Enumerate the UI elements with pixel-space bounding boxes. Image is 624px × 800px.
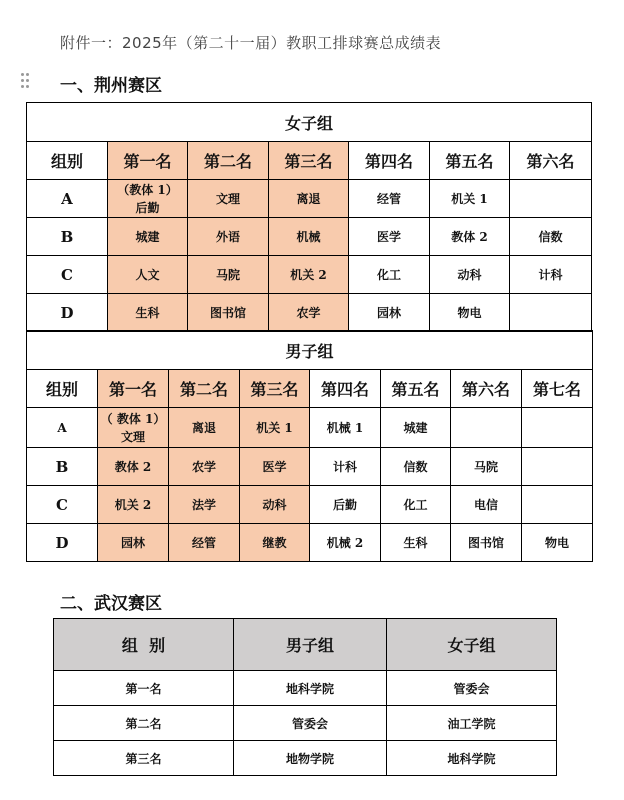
- table-cell: 信数: [381, 448, 451, 486]
- table-cell: 经管: [349, 180, 430, 218]
- table-cell: 外语: [188, 218, 269, 256]
- women-header-sixth: 第六名: [510, 142, 592, 180]
- table-cell: 生科: [381, 524, 451, 562]
- table-cell: 离退: [169, 408, 240, 448]
- men-header-sixth: 第六名: [451, 370, 522, 408]
- table-cell: [510, 294, 592, 332]
- men-header-seventh: 第七名: [522, 370, 593, 408]
- table-row: [27, 524, 593, 562]
- women-row-label: A: [27, 180, 108, 218]
- table-cell: 机械 1: [310, 408, 381, 448]
- table-cell: 后勤: [310, 486, 381, 524]
- men-header-fifth: 第五名: [381, 370, 451, 408]
- table-row: [27, 218, 592, 256]
- men-results-table: [26, 330, 593, 562]
- women-header-third: 第三名: [269, 142, 349, 180]
- table-cell: 继教: [240, 524, 310, 562]
- table-cell: 地物学院: [234, 741, 387, 776]
- table-cell: 教体 2: [98, 448, 169, 486]
- table-row: [27, 408, 593, 448]
- table-cell: 管委会: [387, 671, 557, 706]
- table-row: [54, 671, 557, 706]
- men-row-label: C: [27, 486, 98, 524]
- table-cell: 医学: [349, 218, 430, 256]
- table-cell: 机关 2: [98, 486, 169, 524]
- section-heading-jingzhou: 一、荆州赛区: [60, 76, 162, 96]
- table-cell: 教体 2: [430, 218, 510, 256]
- wuhan-header-group: 组 别: [54, 619, 234, 671]
- table-row: [27, 486, 593, 524]
- table-cell: 物电: [522, 524, 593, 562]
- table-cell: 计科: [310, 448, 381, 486]
- wuhan-header-women: 女子组: [387, 619, 557, 671]
- women-row-label: C: [27, 256, 108, 294]
- table-cell: 生科: [108, 294, 188, 332]
- table-cell: 离退: [269, 180, 349, 218]
- table-cell: 管委会: [234, 706, 387, 741]
- table-cell: 马院: [451, 448, 522, 486]
- wuhan-rank-label: 第三名: [54, 741, 234, 776]
- men-header-fourth: 第四名: [310, 370, 381, 408]
- table-cell: 图书馆: [188, 294, 269, 332]
- women-header-group: 组别: [27, 142, 108, 180]
- women-group-title: 女子组: [27, 103, 592, 142]
- wuhan-rank-label: 第二名: [54, 706, 234, 741]
- table-cell: 马院: [188, 256, 269, 294]
- table-cell: 农学: [169, 448, 240, 486]
- wuhan-header-men: 男子组: [234, 619, 387, 671]
- table-cell: 化工: [349, 256, 430, 294]
- wuhan-rank-label: 第一名: [54, 671, 234, 706]
- table-row: [54, 741, 557, 776]
- women-row-label: D: [27, 294, 108, 332]
- table-cell: 油工学院: [387, 706, 557, 741]
- table-cell: 地科学院: [234, 671, 387, 706]
- table-cell: 园林: [98, 524, 169, 562]
- table-row: [27, 180, 592, 218]
- men-header-second: 第二名: [169, 370, 240, 408]
- women-row-label: B: [27, 218, 108, 256]
- table-cell: [522, 448, 593, 486]
- table-cell: 机关 1: [430, 180, 510, 218]
- wuhan-results-table: [53, 618, 557, 776]
- men-header-group: 组别: [27, 370, 98, 408]
- table-cell: 法学: [169, 486, 240, 524]
- women-header-second: 第二名: [188, 142, 269, 180]
- table-cell: 机械: [269, 218, 349, 256]
- table-cell: 图书馆: [451, 524, 522, 562]
- table-cell: [451, 408, 522, 448]
- table-row: [27, 294, 592, 332]
- men-row-label: A: [27, 408, 98, 448]
- men-header-first: 第一名: [98, 370, 169, 408]
- table-cell: 机关 2: [269, 256, 349, 294]
- section-heading-wuhan: 二、武汉赛区: [60, 594, 162, 614]
- men-row-label: D: [27, 524, 98, 562]
- table-cell: 信数: [510, 218, 592, 256]
- table-cell: 人文: [108, 256, 188, 294]
- table-cell: 计科: [510, 256, 592, 294]
- table-cell: 城建: [381, 408, 451, 448]
- men-header-third: 第三名: [240, 370, 310, 408]
- table-cell: 化工: [381, 486, 451, 524]
- women-results-table: [26, 102, 592, 332]
- table-cell: 园林: [349, 294, 430, 332]
- table-cell: 文理: [188, 180, 269, 218]
- table-cell: 农学: [269, 294, 349, 332]
- women-header-fourth: 第四名: [349, 142, 430, 180]
- men-group-title: 男子组: [27, 331, 593, 370]
- women-header-fifth: 第五名: [430, 142, 510, 180]
- table-cell: 动科: [430, 256, 510, 294]
- table-cell: 地科学院: [387, 741, 557, 776]
- table-cell: 动科: [240, 486, 310, 524]
- table-cell: 城建: [108, 218, 188, 256]
- men-row-label: B: [27, 448, 98, 486]
- table-cell: 经管: [169, 524, 240, 562]
- table-cell: （教体 1） 后勤: [108, 180, 188, 218]
- drag-handle-icon[interactable]: [21, 73, 29, 89]
- table-cell: 机械 2: [310, 524, 381, 562]
- document-title: 附件一：2025年（第二十一届）教职工排球赛总成绩表: [60, 34, 442, 52]
- table-cell: 机关 1: [240, 408, 310, 448]
- table-row: [54, 706, 557, 741]
- table-row: [27, 256, 592, 294]
- table-cell: 医学: [240, 448, 310, 486]
- table-cell: 电信: [451, 486, 522, 524]
- table-cell: 物电: [430, 294, 510, 332]
- table-cell: （ 教体 1） 文理: [98, 408, 169, 448]
- table-cell: [510, 180, 592, 218]
- table-cell: [522, 408, 593, 448]
- table-row: [27, 448, 593, 486]
- women-header-first: 第一名: [108, 142, 188, 180]
- table-cell: [522, 486, 593, 524]
